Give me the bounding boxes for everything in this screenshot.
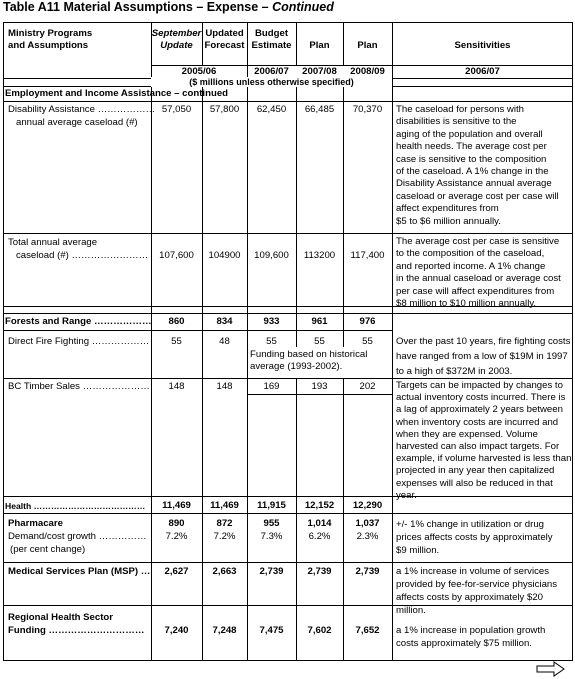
regional-value: 7,475: [259, 625, 284, 636]
header-updated-forecast: Updated Forecast: [204, 28, 245, 52]
col-divider: [392, 22, 393, 661]
row-timber-label: BC Timber Sales …………………: [8, 381, 150, 392]
pharmacare-value: 872: [216, 518, 233, 529]
pharmacare-pct: 6.2%: [308, 531, 331, 542]
msp-sensitivity: a 1% increase in volume of services provided by fee-for-service physicians affects costs by approximately $20 million.: [396, 566, 558, 616]
health-value: 11,915: [257, 500, 286, 511]
disability-value: 57,800: [209, 104, 240, 115]
fire-value: 55: [171, 336, 182, 347]
header-programs: Ministry Programs and Assumptions: [8, 28, 93, 52]
total-caseload-value: 107,600: [159, 250, 194, 261]
timber-value: 148: [216, 381, 233, 392]
row-disability-label: Disability Assistance ………………: [8, 104, 156, 115]
row-divider: [3, 313, 573, 314]
header-plan-1: Plan: [309, 40, 330, 51]
regional-value: 7,248: [212, 625, 237, 636]
header-year-2006: 2006/07: [254, 66, 289, 77]
regional-value: 7,652: [355, 625, 380, 636]
disability-value: 70,370: [352, 104, 383, 115]
regional-value: 7,240: [164, 625, 189, 636]
row-regional-label: Regional Health Sector: [8, 612, 114, 623]
row-disability-sublabel: annual average caseload (#): [16, 117, 138, 128]
pharmacare-pct: 7.2%: [165, 531, 188, 542]
pharmacare-pct: 7.3%: [260, 531, 283, 542]
fire-funding-note: Funding based on historical average (1993-2002).: [250, 349, 368, 373]
row-divider: [247, 394, 392, 395]
row-regional-sublabel: Funding …………………………: [8, 625, 145, 636]
row-divider: [3, 330, 393, 331]
forests-value: 834: [216, 316, 233, 327]
row-total-caseload-label: Total annual average: [8, 237, 98, 248]
header-sensitivities: Sensitivities: [454, 40, 511, 51]
forests-value: 933: [263, 316, 280, 327]
disability-value: 66,485: [304, 104, 335, 115]
regional-value: 7,602: [307, 625, 332, 636]
header-september-update: September Update: [151, 28, 202, 52]
msp-value: 2,739: [259, 566, 284, 577]
section-health: Health …………………………………: [5, 501, 146, 511]
total-caseload-value: 117,400: [350, 250, 385, 261]
pharmacare-value: 1,014: [307, 518, 332, 529]
forests-value: 976: [359, 316, 376, 327]
health-value: 11,469: [162, 500, 191, 511]
header-year-2007: 2007/08: [302, 66, 337, 77]
pharmacare-pct: 2.3%: [356, 531, 379, 542]
total-caseload-value: 109,600: [254, 250, 289, 261]
row-total-caseload-sublabel: caseload (#) ……………………: [16, 250, 149, 261]
pharmacare-pct: 7.2%: [213, 531, 236, 542]
msp-value: 2,739: [355, 566, 380, 577]
right-arrow-icon[interactable]: [536, 661, 566, 677]
header-year-2005: 2005/06: [181, 66, 217, 77]
row-msp-label: Medical Services Plan (MSP) …: [8, 566, 151, 577]
timber-value: 202: [359, 381, 376, 392]
health-value: 12,152: [304, 500, 335, 511]
timber-sensitivity: Targets can be impacted by changes to actual inventory costs incurred. There is a lag of approximately 2 years between when inventory costs are incurred and when they are expensed. Volume harvested can also impact targets. For example, if volume harvested is less than projected in any year then capitalized expenses will also be reduced in that year.: [396, 380, 572, 501]
fire-value: 55: [266, 336, 277, 347]
row-fire-label: Direct Fire Fighting ………………: [8, 336, 150, 347]
disability-sensitivity: The caseload for persons with disabilities is sensitive to the aging of the population and overall health needs. The average cost per case is sensitive to the composition of the caseload. A 1% change in the Disability Assistance annual average caseload or average cost per case will affect expenditures from $5 to $6 million annually.: [396, 104, 559, 227]
header-budget-estimate: Budget Estimate: [251, 28, 292, 52]
msp-value: 2,627: [164, 566, 189, 577]
table-title: Table A11 Material Assumptions – Expense – Continued: [3, 0, 334, 14]
header-year-2008: 2008/09: [350, 66, 385, 77]
row-pharmacare-label: Pharmacare: [8, 518, 63, 529]
section-forests: Forests and Range ………………: [5, 316, 152, 327]
pharmacare-value: 955: [263, 518, 280, 529]
row-divider: [3, 562, 573, 563]
row-divider: [3, 101, 573, 102]
msp-value: 2,739: [307, 566, 332, 577]
fire-value: 55: [362, 336, 373, 347]
fire-sensitivity: Over the past 10 years, fire fighting costs have ranged from a low of $19M in 1997 to a high of $372M in 2003.: [396, 336, 571, 377]
pharmacare-value: 890: [168, 518, 185, 529]
health-value: 12,290: [352, 500, 383, 511]
regional-sensitivity: a 1% increase in population growth costs approximately $75 million.: [396, 625, 546, 649]
timber-value: 169: [263, 381, 280, 392]
forests-value: 961: [311, 316, 328, 327]
msp-value: 2,663: [212, 566, 237, 577]
fire-value: 55: [314, 336, 325, 347]
total-caseload-value: 113200: [303, 250, 336, 261]
row-pharmacare-growth-label: Demand/cost growth ……………: [8, 531, 147, 542]
total-caseload-value: 104900: [208, 250, 241, 261]
row-pharmacare-pct-label: (per cent change): [10, 544, 86, 555]
row-divider: [3, 513, 573, 514]
forests-value: 860: [168, 316, 185, 327]
pharmacare-sensitivity: +/- 1% change in utilization or drug prices affects costs by approximately $9 million.: [396, 519, 553, 556]
pharmacare-value: 1,037: [355, 518, 380, 529]
disability-value: 62,450: [256, 104, 287, 115]
section-employment: Employment and Income Assistance – continued: [5, 88, 229, 99]
timber-value: 148: [168, 381, 185, 392]
header-sens-year: 2006/07: [465, 66, 500, 77]
units-note: ($ millions unless otherwise specified): [151, 77, 392, 87]
header-plan-2: Plan: [357, 40, 378, 51]
disability-value: 57,050: [161, 104, 192, 115]
health-value: 11,469: [210, 500, 239, 511]
total-caseload-sensitivity: The average cost per case is sensitive to the composition of the caseload, and reported income. A 1% change in the annual caseload or average cost per case will affect expenditures from $8 million to $10 million annually.: [396, 236, 561, 310]
timber-value: 193: [311, 381, 328, 392]
fire-value: 48: [219, 336, 230, 347]
row-divider: [3, 233, 573, 234]
